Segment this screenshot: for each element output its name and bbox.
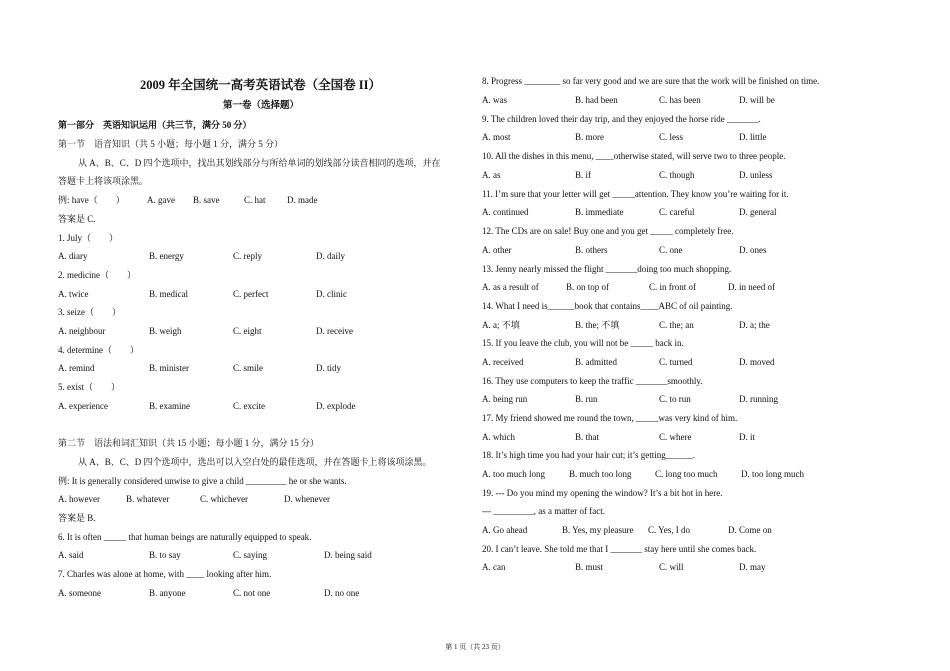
- option-b: B. had been: [575, 95, 618, 105]
- option-b: B. Yes, my pleasure: [562, 525, 634, 535]
- question-options: [482, 95, 882, 106]
- option-c: C. will: [659, 562, 684, 572]
- question-options: [482, 394, 882, 405]
- option-c: C. whichever: [200, 494, 248, 504]
- option-b: B. energy: [149, 251, 184, 261]
- question-stem-cont: --- _________, as a matter of fact.: [482, 506, 605, 516]
- option-c: C. long too much: [655, 469, 718, 479]
- question-stem: 4. determine（ ）: [58, 345, 139, 355]
- question-stem: 14. What I need is______book that contains____ABC of oil painting.: [482, 301, 733, 311]
- page-title: 2009 年全国统一高考英语试卷（全国卷 II）: [140, 78, 381, 92]
- section1-example: [58, 195, 458, 206]
- section1-heading: 第一节 语音知识（共 5 小题；每小题 1 分，满分 5 分）: [58, 139, 284, 149]
- option-c: C. not one: [233, 588, 271, 598]
- volume-title: 第一卷（选择题）: [223, 101, 300, 111]
- question-stem: 12. The CDs are on sale! Buy one and you get _____ completely free.: [482, 226, 734, 236]
- option-d: D. being said: [324, 550, 372, 560]
- option-a: A. diary: [58, 251, 88, 261]
- option-a: A. someone: [58, 588, 101, 598]
- option-c: C. one: [659, 245, 683, 255]
- option-c: C. though: [659, 170, 695, 180]
- option-a: A. received: [482, 357, 524, 367]
- section2-instruction: 从 A、B、C、D 四个选项中，选出可以入空白处的最佳选项，并在答题卡上将该项涂黑。: [78, 457, 432, 467]
- question-stem: 3. seize（ ）: [58, 307, 121, 317]
- example-question: 例: have（ ）: [58, 195, 125, 205]
- question-options: [58, 326, 458, 337]
- option-d: D. unless: [739, 170, 773, 180]
- option-d: D. daily: [316, 251, 345, 261]
- option-a: A. a; 不填: [482, 320, 520, 330]
- example-option: B. save: [193, 195, 220, 205]
- option-a: A. twice: [58, 289, 89, 299]
- question-options: [58, 251, 458, 262]
- option-b: B. the; 不填: [575, 320, 620, 330]
- option-a: A. being run: [482, 394, 528, 404]
- option-d: D. explode: [316, 401, 356, 411]
- question-stem: 7. Charles was alone at home, with ____ looking after him.: [58, 569, 272, 579]
- option-c: C. in front of: [649, 282, 696, 292]
- question-options: [482, 320, 882, 331]
- option-b: B. that: [575, 432, 599, 442]
- question-stem: 6. It is often _____ that human beings are naturally equipped to speak.: [58, 532, 312, 542]
- question-stem: 10. All the dishes in this menu, ____otherwise stated, will serve two to three people.: [482, 151, 786, 161]
- part-heading: 第一部分 英语知识运用（共三节，满分 50 分）: [58, 120, 252, 130]
- section1-instruction-cont: 答题卡上将该项涂黑。: [58, 176, 149, 186]
- option-c: C. eight: [233, 326, 262, 336]
- question-options: [58, 550, 458, 561]
- option-b: B. admitted: [575, 357, 617, 367]
- option-d: D. will be: [739, 95, 775, 105]
- option-a: A. Go ahead: [482, 525, 528, 535]
- option-d: D. Come on: [728, 525, 772, 535]
- section2-example: 例: It is generally considered unwise to give a child _________ he or she wants.: [58, 476, 347, 486]
- option-a: A. as: [482, 170, 501, 180]
- option-b: B. immediate: [575, 207, 624, 217]
- option-a: A. other: [482, 245, 512, 255]
- question-stem: 13. Jenny nearly missed the flight _______doing too much shopping.: [482, 264, 732, 274]
- option-c: C. turned: [659, 357, 693, 367]
- option-b: B. others: [575, 245, 608, 255]
- option-a: A. continued: [482, 207, 529, 217]
- option-d: D. clinic: [316, 289, 347, 299]
- option-d: D. it: [739, 432, 756, 442]
- question-options: [482, 245, 882, 256]
- question-stem: 18. It’s high time you had your hair cut; it’s getting______.: [482, 450, 695, 460]
- option-d: D. in need of: [728, 282, 775, 292]
- question-stem: 17. My friend showed me round the town, _____was very kind of him.: [482, 413, 738, 423]
- example-option: D. made: [287, 195, 318, 205]
- question-options: [482, 432, 882, 443]
- question-stem: 11. I’m sure that your letter will get _____attention. They know you’re waiting for it.: [482, 189, 789, 199]
- option-d: D. moved: [739, 357, 775, 367]
- option-b: B. on top of: [566, 282, 610, 292]
- question-stem: 1. July（ ）: [58, 233, 119, 243]
- option-b: B. examine: [149, 401, 190, 411]
- question-stem: 15. If you leave the club, you will not be _____ back in.: [482, 338, 684, 348]
- section2-example-answer: 答案是 B.: [58, 513, 96, 523]
- option-b: B. more: [575, 132, 604, 142]
- option-d: D. ones: [739, 245, 767, 255]
- option-b: B. anyone: [149, 588, 186, 598]
- option-c: C. careful: [659, 207, 695, 217]
- question-options: [58, 588, 458, 599]
- option-a: A. however: [58, 494, 100, 504]
- option-b: B. must: [575, 562, 604, 572]
- question-stem: 8. Progress ________ so far very good and we are sure that the work will be finished on time.: [482, 76, 820, 86]
- question-stem: 9. The children loved their day trip, and they enjoyed the horse ride _______.: [482, 114, 761, 124]
- question-stem: 20. I can’t leave. She told me that I _______ stay here until she comes back.: [482, 544, 757, 554]
- option-c: C. excite: [233, 401, 265, 411]
- option-a: A. can: [482, 562, 506, 572]
- option-c: C. smile: [233, 363, 264, 373]
- option-a: A. remind: [58, 363, 95, 373]
- option-b: B. if: [575, 170, 592, 180]
- section1-instruction: 从 A、B、C、D 四个选项中，找出其划线部分与所给单词的划线部分读音相同的选项，并在: [78, 158, 441, 168]
- option-d: D. little: [739, 132, 767, 142]
- question-options: [482, 525, 882, 536]
- section2-heading: 第二节 语法和词汇知识（共 15 小题；每小题 1 分，满分 15 分）: [58, 438, 320, 448]
- option-c: C. less: [659, 132, 684, 142]
- option-a: A. was: [482, 95, 507, 105]
- option-d: D. receive: [316, 326, 353, 336]
- option-c: C. reply: [233, 251, 262, 261]
- option-c: C. where: [659, 432, 692, 442]
- option-d: D. general: [739, 207, 777, 217]
- question-options: [58, 289, 458, 300]
- example-option: C. hat: [244, 195, 266, 205]
- question-options: [482, 132, 882, 143]
- question-options: [58, 363, 458, 374]
- option-a: A. most: [482, 132, 511, 142]
- option-c: C. Yes, I do: [648, 525, 691, 535]
- option-a: A. too much long: [482, 469, 545, 479]
- example-answer: 答案是 C.: [58, 214, 96, 224]
- option-d: D. tidy: [316, 363, 342, 373]
- option-d: D. too long much: [741, 469, 804, 479]
- option-a: A. as a result of: [482, 282, 539, 292]
- option-c: C. has been: [659, 95, 701, 105]
- question-options: [482, 469, 882, 480]
- option-b: B. medical: [149, 289, 188, 299]
- question-stem: 19. --- Do you mind my opening the window? It’s a bit hot in here.: [482, 488, 723, 498]
- option-a: A. which: [482, 432, 515, 442]
- option-b: B. weigh: [149, 326, 182, 336]
- section2-example-options: [58, 494, 458, 505]
- question-stem: 16. They use computers to keep the traffic _______smoothly.: [482, 376, 703, 386]
- option-c: C. saying: [233, 550, 268, 560]
- option-d: D. no one: [324, 588, 360, 598]
- question-options: [58, 401, 458, 412]
- option-c: C. to run: [659, 394, 691, 404]
- option-d: D. a; the: [739, 320, 770, 330]
- question-stem: 5. exist（ ）: [58, 382, 120, 392]
- option-b: B. minister: [149, 363, 189, 373]
- option-a: A. neighbour: [58, 326, 106, 336]
- question-options: [482, 170, 882, 181]
- question-options: [482, 282, 882, 293]
- example-option: A. gave: [147, 195, 175, 205]
- option-c: C. the; an: [659, 320, 694, 330]
- option-a: A. said: [58, 550, 84, 560]
- option-b: B. much too long: [569, 469, 632, 479]
- option-c: C. perfect: [233, 289, 269, 299]
- question-options: [482, 207, 882, 218]
- question-stem: 2. medicine（ ）: [58, 270, 136, 280]
- option-b: B. run: [575, 394, 598, 404]
- option-d: D. may: [739, 562, 766, 572]
- question-options: [482, 357, 882, 368]
- option-b: B. whatever: [126, 494, 170, 504]
- option-d: D. whenever: [284, 494, 330, 504]
- option-a: A. experience: [58, 401, 108, 411]
- option-d: D. running: [739, 394, 778, 404]
- page-footer: 第 1 页（共 23 页）: [445, 643, 505, 651]
- question-options: [482, 562, 882, 573]
- option-b: B. to say: [149, 550, 181, 560]
